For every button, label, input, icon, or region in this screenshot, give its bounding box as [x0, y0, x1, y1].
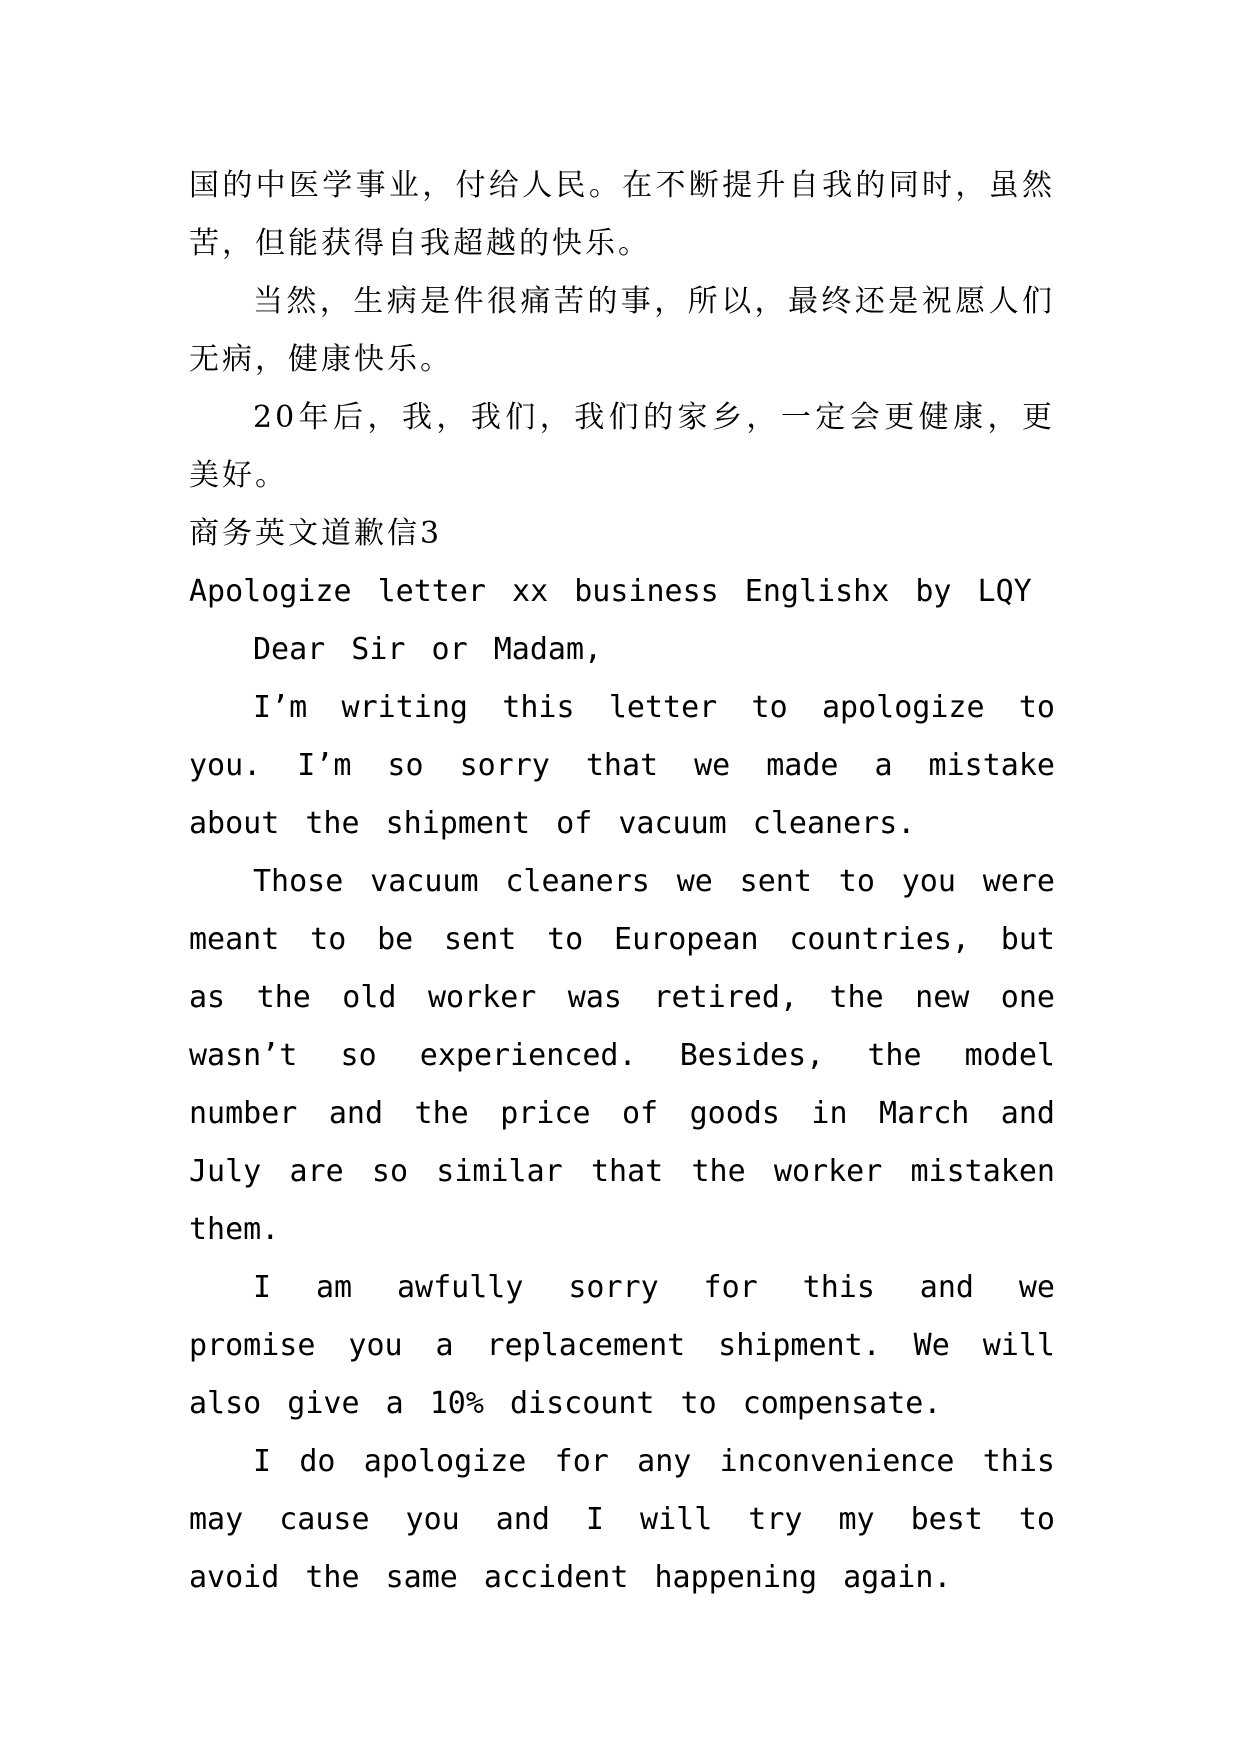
letter-salutation: Dear Sir or Madam, [253, 632, 603, 667]
paragraph-chinese-3: 20年后，我，我们，我们的家乡，一定会更健康，更美好。 [189, 400, 1055, 493]
paragraph-chinese-2: 当然，生病是件很痛苦的事，所以，最终还是祝愿人们无病，健康快乐。 [189, 284, 1055, 377]
letter-paragraph-2: Those vacuum cleaners we sent to you were meant to be sent to European countries, but as the old worker was retired, the new one wasn’t so experienced. Besides, the model number and the price of goods in March and July are so similar that the worker mistaken them. [189, 864, 1055, 1247]
letter-subtitle: Apologize letter xx business Englishx by LQY [189, 574, 1032, 609]
paragraph-chinese-1: 国的中医学事业，付给人民。在不断提升自我的同时，虽然苦，但能获得自我超越的快乐。 [189, 168, 1055, 261]
letter-paragraph-4: I do apologize for any inconvenience this may cause you and I will try my best to avoid the same accident happening again. [189, 1444, 1055, 1595]
section-heading: 商务英文道歉信3 [189, 516, 443, 551]
document-body [189, 157, 1055, 1607]
letter-paragraph-1: I’m writing this letter to apologize to you. I’m so sorry that we made a mistake about the shipment of vacuum cleaners. [189, 690, 1055, 841]
letter-paragraph-3: I am awfully sorry for this and we promise you a replacement shipment. We will also give a 10% discount to compensate. [189, 1270, 1055, 1421]
